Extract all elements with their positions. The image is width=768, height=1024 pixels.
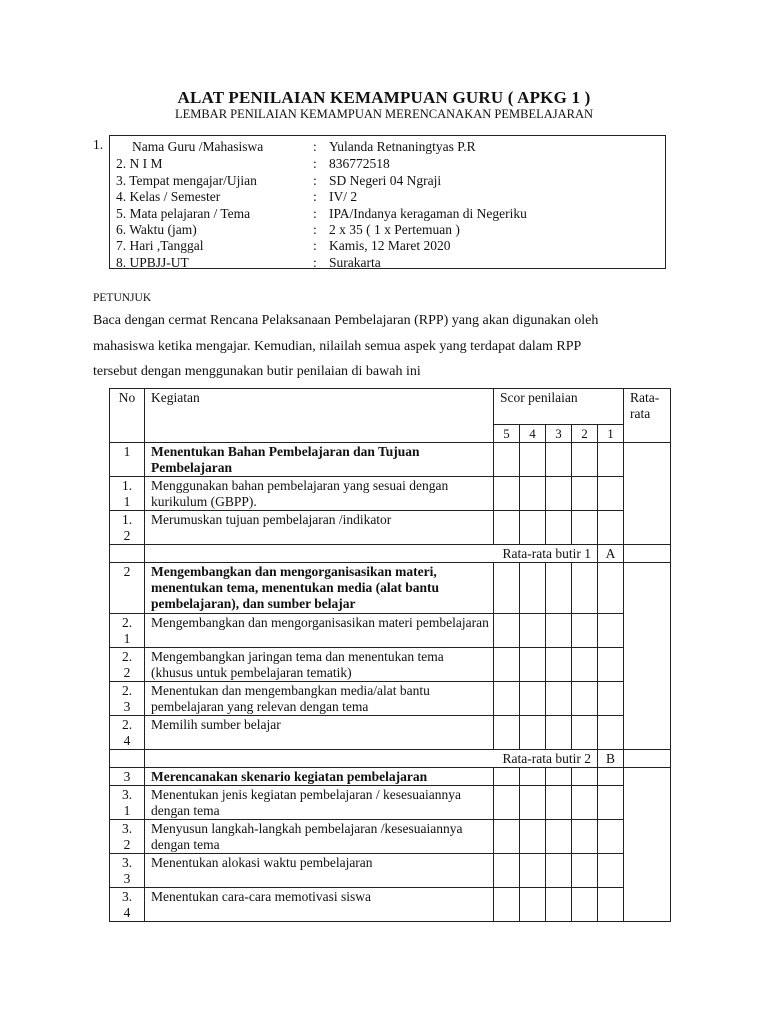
score-cell[interactable] [494, 511, 520, 545]
score-cell[interactable] [494, 768, 520, 786]
score-cell[interactable] [572, 716, 598, 750]
score-cell[interactable] [572, 854, 598, 888]
score-cell[interactable] [598, 682, 624, 716]
average-value-cell[interactable] [624, 545, 671, 563]
score-cell[interactable] [520, 820, 546, 854]
score-cell[interactable] [546, 443, 572, 477]
score-cell[interactable] [598, 768, 624, 786]
score-cell[interactable] [598, 477, 624, 511]
score-cell[interactable] [520, 511, 546, 545]
score-cell[interactable] [572, 443, 598, 477]
score-cell[interactable] [494, 648, 520, 682]
score-cell[interactable] [572, 511, 598, 545]
score-4-header: 4 [520, 425, 546, 443]
section-row [110, 768, 671, 786]
score-cell[interactable] [598, 648, 624, 682]
score-cell[interactable] [494, 477, 520, 511]
score-cell[interactable] [494, 820, 520, 854]
info-label: 8. UPBJJ-UT [116, 255, 189, 270]
info-value: Surakarta [329, 255, 381, 270]
score-cell[interactable] [520, 477, 546, 511]
table-header-row [110, 389, 671, 425]
score-cell[interactable] [520, 854, 546, 888]
section-title: Mengembangkan dan mengorganisasikan materi, menentukan tema, menentukan media (alat bantu pembelajaran), dan sumber belajar [145, 563, 494, 614]
item-number: 3. 3 [110, 854, 145, 888]
score-cell[interactable] [572, 648, 598, 682]
score-cell[interactable] [494, 682, 520, 716]
table-row [110, 820, 671, 854]
score-cell[interactable] [546, 648, 572, 682]
score-cell[interactable] [598, 854, 624, 888]
score-cell[interactable] [546, 614, 572, 648]
item-text: Menentukan jenis kegiatan pembelajaran / kesesuaiannya dengan tema [145, 786, 494, 820]
score-cell[interactable] [572, 563, 598, 614]
item-text: Menyusun langkah-langkah pembelajaran /kesesuaiannya dengan tema [145, 820, 494, 854]
section-title: Merencanakan skenario kegiatan pembelajaran [145, 768, 494, 786]
info-colon: : [313, 173, 317, 188]
info-colon: : [313, 255, 317, 270]
item-number: 3. 4 [110, 888, 145, 922]
score-cell[interactable] [520, 888, 546, 922]
info-value: 2 x 35 ( 1 x Pertemuan ) [329, 222, 460, 237]
header-scor: Scor penilaian [494, 389, 624, 425]
info-colon: : [313, 139, 317, 154]
item-number: 3. 1 [110, 786, 145, 820]
info-value: Kamis, 12 Maret 2020 [329, 238, 451, 253]
header-kegiatan: Kegiatan [145, 389, 494, 443]
document-subtitle: LEMBAR PENILAIAN KEMAMPUAN MERENCANAKAN PEMBELAJARAN [174, 107, 594, 121]
score-cell[interactable] [520, 614, 546, 648]
info-label: 4. Kelas / Semester [116, 189, 221, 204]
item-text: Merumuskan tujuan pembelajaran /indikator [145, 511, 494, 545]
score-cell[interactable] [598, 443, 624, 477]
table-row [110, 648, 671, 682]
score-cell[interactable] [598, 563, 624, 614]
score-cell[interactable] [520, 682, 546, 716]
instructions-line: tersebut dengan menggunakan butir penilaian di bawah ini [93, 364, 421, 379]
score-cell[interactable] [598, 888, 624, 922]
score-cell[interactable] [598, 716, 624, 750]
table-row [110, 888, 671, 922]
info-label: 6. Waktu (jam) [116, 222, 197, 237]
score-cell[interactable] [572, 888, 598, 922]
score-2-header: 2 [572, 425, 598, 443]
average-spacer [110, 750, 145, 768]
table-row [110, 614, 671, 648]
score-cell[interactable] [494, 786, 520, 820]
item-text: Memilih sumber belajar [145, 716, 494, 750]
score-3-header: 3 [546, 425, 572, 443]
instructions-line: mahasiswa ketika mengajar. Kemudian, nilailah semua aspek yang terdapat dalam RPP [93, 339, 582, 354]
info-value: 836772518 [329, 156, 390, 171]
info-value: IPA/Indanya keragaman di Negeriku [329, 206, 527, 221]
average-label: Rata-rata butir 1 [145, 545, 598, 563]
score-cell[interactable] [598, 614, 624, 648]
score-cell[interactable] [572, 820, 598, 854]
score-cell[interactable] [494, 888, 520, 922]
info-colon: : [313, 238, 317, 253]
table-row [110, 716, 671, 750]
assessment-table [109, 388, 671, 922]
average-row [110, 750, 671, 768]
section-row [110, 563, 671, 614]
header-rata-line: rata [630, 406, 651, 421]
info-label: 3. Tempat mengajar/Ujian [116, 173, 257, 188]
item-text: Menentukan alokasi waktu pembelajaran [145, 854, 494, 888]
score-cell[interactable] [494, 716, 520, 750]
item-number: 1. 1 [110, 477, 145, 511]
score-cell[interactable] [572, 477, 598, 511]
header-rata [624, 389, 671, 443]
item-text: Menentukan dan mengembangkan media/alat bantu pembelajaran yang relevan dengan tema [145, 682, 494, 716]
item-number: 2. 1 [110, 614, 145, 648]
table-row [110, 511, 671, 545]
item-text: Mengembangkan dan mengorganisasikan materi pembelajaran [145, 614, 494, 648]
score-cell[interactable] [494, 854, 520, 888]
score-cell[interactable] [546, 716, 572, 750]
item-number: 2. 4 [110, 716, 145, 750]
score-cell[interactable] [598, 511, 624, 545]
table-row [110, 854, 671, 888]
info-label: 5. Mata pelajaran / Tema [116, 206, 251, 221]
score-cell[interactable] [546, 888, 572, 922]
score-cell[interactable] [598, 786, 624, 820]
info-label: Nama Guru /Mahasiswa [132, 139, 264, 154]
section-title: Menentukan Bahan Pembelajaran dan Tujuan Pembelajaran [145, 443, 494, 477]
score-cell[interactable] [494, 443, 520, 477]
average-spacer [110, 545, 145, 563]
table-row [110, 477, 671, 511]
score-cell[interactable] [572, 786, 598, 820]
info-value: SD Negeri 04 Ngraji [329, 173, 442, 188]
info-label: 2. N I M [116, 156, 163, 171]
item-text: Menentukan cara-cara memotivasi siswa [145, 888, 494, 922]
info-colon: : [313, 156, 317, 171]
info-section-number: 1. [93, 137, 104, 152]
average-letter: B [598, 750, 624, 768]
score-cell[interactable] [546, 854, 572, 888]
average-value-cell[interactable] [624, 750, 671, 768]
score-cell[interactable] [546, 682, 572, 716]
item-number: 2. 2 [110, 648, 145, 682]
item-text: Mengembangkan jaringan tema dan menentukan tema (khusus untuk pembelajaran tematik) [145, 648, 494, 682]
item-number: 3. 2 [110, 820, 145, 854]
score-5-header: 5 [494, 425, 520, 443]
score-cell[interactable] [546, 768, 572, 786]
score-cell[interactable] [572, 614, 598, 648]
info-value: IV/ 2 [329, 189, 358, 204]
item-number: 2. 3 [110, 682, 145, 716]
section-number: 2 [110, 563, 145, 614]
document-title: ALAT PENILAIAN KEMAMPUAN GURU ( APKG 1 ) [177, 88, 591, 107]
info-value: Yulanda Retnaningtyas P.R [329, 139, 476, 154]
table-row [110, 786, 671, 820]
info-colon: : [313, 222, 317, 237]
average-cell[interactable] [624, 768, 671, 922]
section-number: 3 [110, 768, 145, 786]
info-label: 7. Hari ,Tanggal [116, 238, 204, 253]
score-cell[interactable] [520, 443, 546, 477]
score-cell[interactable] [572, 682, 598, 716]
table-row [110, 682, 671, 716]
header-rata-line: Rata- [630, 390, 660, 405]
score-cell[interactable] [546, 820, 572, 854]
score-cell[interactable] [546, 477, 572, 511]
score-cell[interactable] [494, 614, 520, 648]
info-colon: : [313, 206, 317, 221]
average-cell[interactable] [624, 563, 671, 750]
score-cell[interactable] [572, 768, 598, 786]
average-row [110, 545, 671, 563]
score-cell[interactable] [546, 786, 572, 820]
score-cell[interactable] [520, 768, 546, 786]
item-number: 1. 2 [110, 511, 145, 545]
average-label: Rata-rata butir 2 [145, 750, 598, 768]
score-cell[interactable] [546, 563, 572, 614]
average-cell[interactable] [624, 443, 671, 545]
identity-info-box [109, 135, 666, 269]
info-colon: : [313, 189, 317, 204]
score-cell[interactable] [494, 563, 520, 614]
score-cell[interactable] [598, 820, 624, 854]
section-number: 1 [110, 443, 145, 477]
score-1-header: 1 [598, 425, 624, 443]
header-no: No [110, 389, 145, 443]
score-cell[interactable] [546, 511, 572, 545]
average-letter: A [598, 545, 624, 563]
score-cell[interactable] [520, 563, 546, 614]
section-row [110, 443, 671, 477]
score-cell[interactable] [520, 716, 546, 750]
score-cell[interactable] [520, 648, 546, 682]
score-cell[interactable] [520, 786, 546, 820]
item-text: Menggunakan bahan pembelajaran yang sesuai dengan kurikulum (GBPP). [145, 477, 494, 511]
instructions-line: Baca dengan cermat Rencana Pelaksanaan Pembelajaran (RPP) yang akan digunakan oleh [93, 313, 599, 328]
instructions-heading: PETUNJUK [93, 292, 152, 304]
